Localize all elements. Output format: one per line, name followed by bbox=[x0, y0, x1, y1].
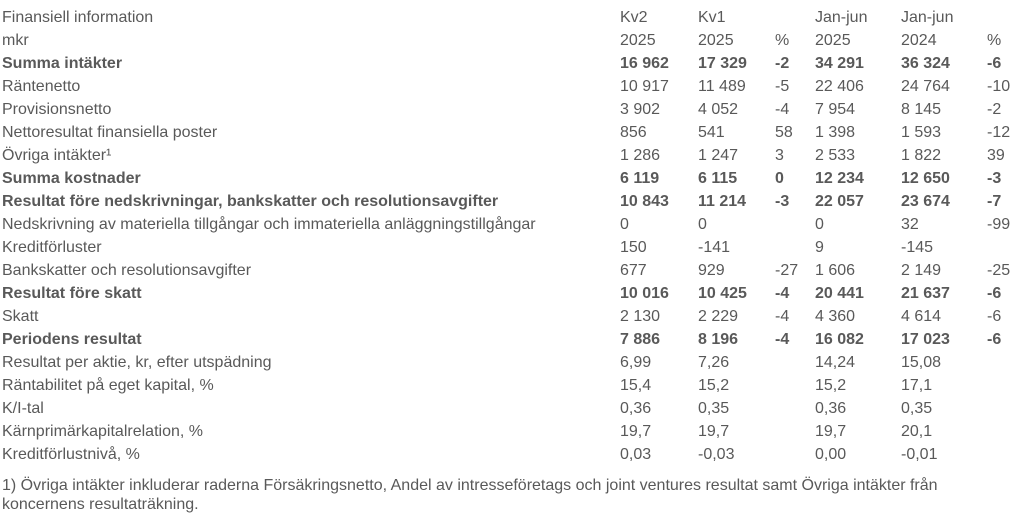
pct-change-quarter bbox=[775, 420, 815, 443]
value-kv1-2025: 0 bbox=[698, 216, 707, 233]
value-kv2-2025: 10 917 bbox=[620, 78, 669, 95]
table-row bbox=[2, 328, 1024, 351]
value-janjun-2025: 4 360 bbox=[815, 308, 856, 325]
pct-change-quarter: -5 bbox=[775, 78, 790, 95]
value-janjun-2025: 22 057 bbox=[815, 193, 864, 210]
pct-change-halfyear bbox=[987, 443, 1024, 466]
value-kv2-2025: 0,03 bbox=[620, 446, 652, 463]
value-janjun-2024: 20,1 bbox=[901, 423, 933, 440]
value-janjun-2024: 8 145 bbox=[901, 101, 942, 118]
pct-change-halfyear: -6 bbox=[987, 285, 1002, 302]
table-row bbox=[2, 397, 1024, 420]
value-kv2-2025: 150 bbox=[620, 239, 647, 256]
row-label: Periodens resultat bbox=[2, 331, 142, 348]
col-header-pct-quarter bbox=[775, 6, 815, 29]
value-kv1-2025: 17 329 bbox=[698, 55, 747, 72]
pct-change-quarter bbox=[775, 236, 815, 259]
pct-change-halfyear: -10 bbox=[987, 78, 1011, 95]
pct-change-halfyear bbox=[987, 397, 1024, 420]
value-janjun-2024: 1 822 bbox=[901, 147, 942, 164]
unit-label: mkr bbox=[2, 32, 29, 49]
value-kv2-2025: 19,7 bbox=[620, 423, 652, 440]
row-label: Resultat före nedskrivningar, bankskatter och resolutionsavgifter bbox=[2, 193, 499, 210]
value-kv1-2025: 1 247 bbox=[698, 147, 739, 164]
header-row-year bbox=[2, 29, 1024, 52]
value-kv2-2025: 0,36 bbox=[620, 400, 652, 417]
value-kv2-2025: 10 843 bbox=[620, 193, 669, 210]
table-row bbox=[2, 305, 1024, 328]
pct-change-quarter: -2 bbox=[775, 55, 790, 72]
pct-change-quarter: -3 bbox=[775, 193, 790, 210]
col-header-janjun-2025: Jan-jun bbox=[815, 9, 868, 26]
pct-change-halfyear bbox=[987, 236, 1024, 259]
row-label: Kreditförlustnivå, % bbox=[2, 446, 140, 463]
row-label: Resultat före skatt bbox=[2, 285, 142, 302]
pct-change-halfyear bbox=[987, 351, 1024, 374]
pct-change-halfyear: -7 bbox=[987, 193, 1002, 210]
value-janjun-2025: 2 533 bbox=[815, 147, 856, 164]
col-header-pct-halfyear bbox=[987, 6, 1024, 29]
row-label: Resultat per aktie, kr, efter utspädning bbox=[2, 354, 272, 371]
table-row bbox=[2, 121, 1024, 144]
value-kv2-2025: 0 bbox=[620, 216, 629, 233]
value-janjun-2024: -145 bbox=[901, 239, 934, 256]
financial-table bbox=[2, 6, 1024, 466]
row-label: Nedskrivning av materiella tillgångar och immateriella anläggningstillgångar bbox=[2, 216, 536, 233]
pct-change-quarter: -27 bbox=[775, 262, 799, 279]
pct-change-halfyear: -6 bbox=[987, 308, 1002, 325]
value-janjun-2024: 32 bbox=[901, 216, 919, 233]
row-label: Kreditförluster bbox=[2, 239, 102, 256]
pct-change-halfyear: -2 bbox=[987, 101, 1002, 118]
pct-change-halfyear: -6 bbox=[987, 55, 1002, 72]
value-kv1-2025: -0,03 bbox=[698, 446, 735, 463]
pct-change-halfyear: -6 bbox=[987, 331, 1002, 348]
value-kv1-2025: -141 bbox=[698, 239, 731, 256]
col-year-janjun-2024: 2024 bbox=[901, 32, 937, 49]
table-row bbox=[2, 144, 1024, 167]
value-kv1-2025: 541 bbox=[698, 124, 725, 141]
value-janjun-2024: 17 023 bbox=[901, 331, 950, 348]
pct-change-quarter: -4 bbox=[775, 101, 790, 118]
row-label: Räntabilitet på eget kapital, % bbox=[2, 377, 214, 394]
col-year-janjun-2025: 2025 bbox=[815, 32, 851, 49]
table-row bbox=[2, 282, 1024, 305]
table-row bbox=[2, 351, 1024, 374]
value-janjun-2024: 15,08 bbox=[901, 354, 942, 371]
value-kv1-2025: 0,35 bbox=[698, 400, 730, 417]
value-janjun-2025: 16 082 bbox=[815, 331, 864, 348]
value-janjun-2024: 2 149 bbox=[901, 262, 942, 279]
value-janjun-2025: 15,2 bbox=[815, 377, 847, 394]
pct-change-halfyear bbox=[987, 420, 1024, 443]
table-row bbox=[2, 420, 1024, 443]
value-kv1-2025: 19,7 bbox=[698, 423, 730, 440]
value-kv2-2025: 16 962 bbox=[620, 55, 669, 72]
col-pct-halfyear: % bbox=[987, 32, 1002, 49]
pct-change-quarter: -4 bbox=[775, 331, 790, 348]
value-janjun-2025: 0,00 bbox=[815, 446, 847, 463]
value-janjun-2025: 0 bbox=[815, 216, 824, 233]
row-label: K/I-tal bbox=[2, 400, 44, 417]
value-kv1-2025: 11 489 bbox=[698, 78, 746, 95]
pct-change-halfyear bbox=[987, 374, 1024, 397]
value-kv2-2025: 7 886 bbox=[620, 331, 661, 348]
row-label: Nettoresultat finansiella poster bbox=[2, 124, 218, 141]
header-row-period bbox=[2, 6, 1024, 29]
table-header bbox=[2, 6, 1024, 52]
value-janjun-2024: 0,35 bbox=[901, 400, 933, 417]
table-body bbox=[2, 52, 1024, 466]
value-janjun-2024: 12 650 bbox=[901, 170, 950, 187]
pct-change-halfyear: -99 bbox=[987, 216, 1011, 233]
value-janjun-2025: 1 606 bbox=[815, 262, 856, 279]
pct-change-halfyear: -3 bbox=[987, 170, 1002, 187]
row-label: Bankskatter och resolutionsavgifter bbox=[2, 262, 252, 279]
value-janjun-2024: 21 637 bbox=[901, 285, 950, 302]
value-janjun-2025: 14,24 bbox=[815, 354, 856, 371]
value-janjun-2025: 7 954 bbox=[815, 101, 856, 118]
value-kv1-2025: 7,26 bbox=[698, 354, 730, 371]
value-janjun-2024: -0,01 bbox=[901, 446, 938, 463]
pct-change-quarter bbox=[775, 351, 815, 374]
value-janjun-2025: 22 406 bbox=[815, 78, 864, 95]
table-row bbox=[2, 374, 1024, 397]
value-kv2-2025: 856 bbox=[620, 124, 647, 141]
value-kv1-2025: 10 425 bbox=[698, 285, 747, 302]
pct-change-quarter: -4 bbox=[775, 308, 790, 325]
value-janjun-2025: 34 291 bbox=[815, 55, 864, 72]
table-row bbox=[2, 98, 1024, 121]
table-title: Finansiell information bbox=[2, 9, 154, 26]
pct-change-quarter: -4 bbox=[775, 285, 790, 302]
col-pct-quarter: % bbox=[775, 32, 790, 49]
value-janjun-2025: 12 234 bbox=[815, 170, 864, 187]
table-row bbox=[2, 259, 1024, 282]
value-kv2-2025: 677 bbox=[620, 262, 647, 279]
table-row bbox=[2, 213, 1024, 236]
pct-change-quarter bbox=[775, 397, 815, 420]
value-kv1-2025: 8 196 bbox=[698, 331, 739, 348]
col-header-kv1: Kv1 bbox=[698, 9, 726, 26]
value-janjun-2025: 9 bbox=[815, 239, 824, 256]
table-row bbox=[2, 52, 1024, 75]
value-kv1-2025: 929 bbox=[698, 262, 725, 279]
pct-change-halfyear: -25 bbox=[987, 262, 1011, 279]
value-kv2-2025: 6 119 bbox=[620, 170, 660, 187]
col-header-kv2: Kv2 bbox=[620, 9, 648, 26]
pct-change-halfyear: -12 bbox=[987, 124, 1011, 141]
pct-change-quarter: 3 bbox=[775, 147, 784, 164]
pct-change-quarter: 58 bbox=[775, 124, 793, 141]
row-label: Räntenetto bbox=[2, 78, 81, 95]
value-kv2-2025: 3 902 bbox=[620, 101, 661, 118]
value-kv1-2025: 2 229 bbox=[698, 308, 739, 325]
table-row bbox=[2, 167, 1024, 190]
value-kv2-2025: 2 130 bbox=[620, 308, 661, 325]
value-janjun-2025: 0,36 bbox=[815, 400, 847, 417]
pct-change-quarter bbox=[775, 213, 815, 236]
value-kv2-2025: 1 286 bbox=[620, 147, 661, 164]
row-label: Summa kostnader bbox=[2, 170, 141, 187]
row-label: Skatt bbox=[2, 308, 39, 325]
table-row bbox=[2, 236, 1024, 259]
row-label: Provisionsnetto bbox=[2, 101, 112, 118]
row-label: Summa intäkter bbox=[2, 55, 123, 72]
col-year-kv2: 2025 bbox=[620, 32, 656, 49]
row-label: Kärnprimärkapitalrelation, % bbox=[2, 423, 203, 440]
row-label: Övriga intäkter¹ bbox=[2, 147, 112, 164]
value-janjun-2024: 23 674 bbox=[901, 193, 950, 210]
pct-change-quarter bbox=[775, 374, 815, 397]
value-janjun-2024: 4 614 bbox=[901, 308, 942, 325]
table-row bbox=[2, 190, 1024, 213]
value-kv2-2025: 6,99 bbox=[620, 354, 652, 371]
value-janjun-2024: 36 324 bbox=[901, 55, 950, 72]
col-header-janjun-2024: Jan-jun bbox=[901, 9, 954, 26]
value-kv1-2025: 15,2 bbox=[698, 377, 730, 394]
value-kv1-2025: 11 214 bbox=[698, 193, 747, 210]
value-janjun-2024: 1 593 bbox=[901, 124, 942, 141]
value-kv2-2025: 10 016 bbox=[620, 285, 669, 302]
table-row bbox=[2, 75, 1024, 98]
value-janjun-2025: 19,7 bbox=[815, 423, 847, 440]
col-year-kv1: 2025 bbox=[698, 32, 734, 49]
value-kv1-2025: 6 115 bbox=[698, 170, 738, 187]
footnote: 1) Övriga intäkter inkluderar raderna Försäkringsnetto, Andel av intresseföretags och joint ventures resultat samt Övriga intäkter från koncernens resultaträkning. bbox=[2, 477, 938, 513]
table-row bbox=[2, 443, 1024, 466]
value-janjun-2024: 24 764 bbox=[901, 78, 950, 95]
pct-change-halfyear: 39 bbox=[987, 147, 1005, 164]
value-janjun-2025: 1 398 bbox=[815, 124, 856, 141]
value-kv1-2025: 4 052 bbox=[698, 101, 739, 118]
value-janjun-2024: 17,1 bbox=[901, 377, 933, 394]
pct-change-quarter bbox=[775, 443, 815, 466]
value-kv2-2025: 15,4 bbox=[620, 377, 652, 394]
value-janjun-2025: 20 441 bbox=[815, 285, 864, 302]
pct-change-quarter: 0 bbox=[775, 170, 784, 187]
